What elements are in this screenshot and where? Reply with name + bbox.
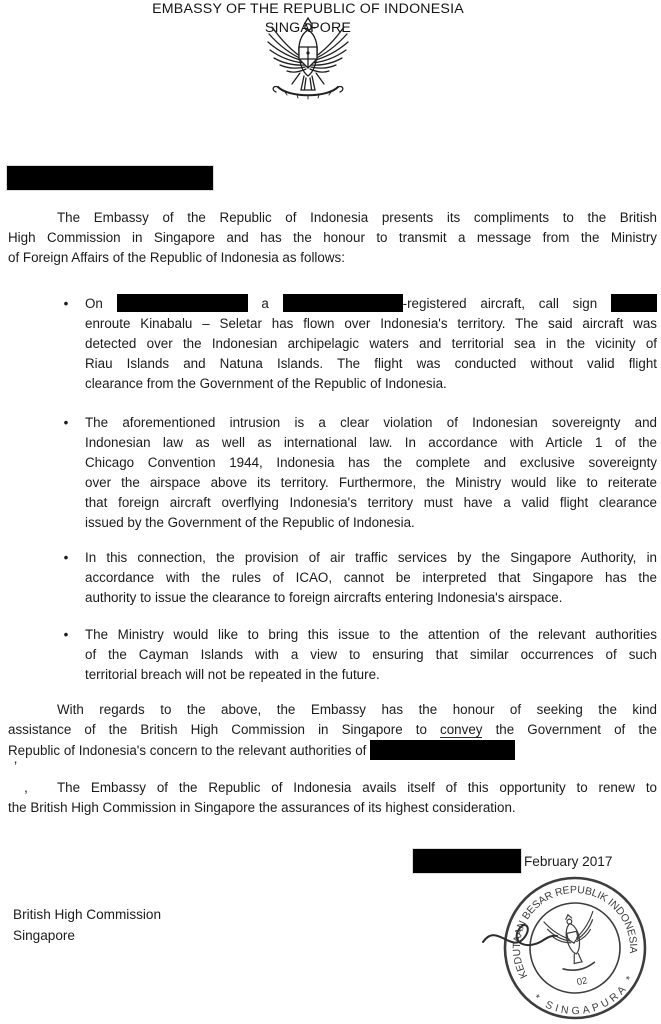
paragraph-line: The Embassy of the Republic of Indonesia presents its compliments to the British bbox=[57, 210, 657, 225]
letterhead-line2: SINGAPORE bbox=[264, 19, 352, 36]
closing1-line2-post: the Government of the bbox=[495, 722, 657, 737]
paragraph-line: of Foreign Affairs of the Republic of Indonesia as follows: bbox=[8, 250, 345, 265]
paragraph-line: issued by the Government of the Republic of Indonesia. bbox=[85, 515, 415, 530]
seal-number: 02 bbox=[575, 975, 589, 989]
redaction-bar-day bbox=[413, 849, 521, 873]
stray-mark: , bbox=[24, 779, 28, 795]
paragraph-line: enroute Kinabalu – Seletar has flown over Indonesia's territory. The said aircraft was bbox=[85, 316, 657, 331]
paragraph-line: With regards to the above, the Embassy has the honour of seeking the kind bbox=[57, 702, 657, 717]
bullet1-text-on: On bbox=[85, 296, 103, 311]
addressee-name: British High Commission bbox=[13, 907, 162, 922]
paragraph-line: that foreign aircraft overflying Indonesia's territory must have a valid flight clearance bbox=[85, 495, 657, 510]
redaction-bar-reference bbox=[7, 166, 213, 190]
closing1-line3-pre: Republic of Indonesia's concern to the relevant authorities of bbox=[8, 743, 367, 758]
bullet-dot: • bbox=[63, 296, 69, 311]
redaction-bar-authorities bbox=[370, 740, 515, 760]
paragraph-line: High Commission in Singapore and has the honour to transmit a message from the Ministry bbox=[8, 230, 657, 245]
bullet-dot: • bbox=[63, 415, 69, 430]
closing-paragraph-1 bbox=[8, 700, 657, 760]
paragraph-line bbox=[85, 294, 657, 314]
paragraph-line: Chicago Convention 1944, Indonesia has the complete and exclusive sovereignty bbox=[85, 455, 657, 470]
embassy-round-seal bbox=[455, 872, 661, 1024]
paragraph-line bbox=[8, 720, 657, 740]
bullet-item-2 bbox=[63, 413, 657, 533]
bullet1-text-registered: -registered aircraft, call sign bbox=[402, 296, 598, 311]
closing-paragraph-2 bbox=[8, 778, 657, 818]
redaction-bar-registry bbox=[283, 294, 403, 312]
closing1-line2-pre: assistance of the British High Commission in Singapore to bbox=[8, 722, 427, 737]
bullet1-text-a: a bbox=[261, 296, 269, 311]
paragraph-line: Indonesian law as well as international law. In accordance with Article 1 of the bbox=[85, 435, 657, 450]
seal-garuda-icon bbox=[543, 910, 604, 975]
addressee-city: Singapore bbox=[13, 927, 75, 943]
bullet-item-1 bbox=[63, 294, 657, 394]
paragraph-line: over the airspace above its territory. Furthermore, the Ministry would like to reiterate bbox=[85, 475, 657, 490]
paragraph-line: territorial breach will not be repeated in the future. bbox=[85, 667, 380, 682]
paragraph-line: accordance with the rules of ICAO, cannot be interpreted that Singapore has the bbox=[85, 570, 657, 585]
paragraph-line bbox=[8, 740, 657, 760]
seal-ring-text: KEDUTAAN BESAR REPUBLIK INDONESIA bbox=[510, 883, 640, 981]
paragraph-line: authority to issue the clearance to foreign aircrafts entering Indonesia's airspace. bbox=[85, 590, 563, 605]
stray-mark: ’ bbox=[14, 758, 18, 774]
paragraph-line: detected over the Indonesian archipelagic waters and territorial sea in the vicinity of bbox=[85, 336, 657, 351]
letterhead-line1: EMBASSY OF THE REPUBLIC OF INDONESIA bbox=[152, 1, 464, 17]
date-text: February 2017 bbox=[524, 853, 613, 869]
redaction-bar-date bbox=[117, 294, 248, 312]
bullet-dot: • bbox=[63, 627, 69, 642]
paragraph-line: the British High Commission in Singapore the assurances of its highest consideration. bbox=[8, 800, 516, 815]
seal-bottom-text: * SINGAPURA * bbox=[531, 973, 637, 1018]
paragraph-line: The Ministry would like to bring this issue to the attention of the relevant authorities bbox=[85, 627, 657, 642]
addressee-block bbox=[13, 905, 161, 946]
underlined-word: convey bbox=[440, 722, 483, 737]
bullet-item-4 bbox=[63, 625, 657, 685]
paragraph-line: In this connection, the provision of air traffic services by the Singapore Authority, in bbox=[85, 550, 657, 565]
embassy-letterhead bbox=[0, 0, 616, 37]
paragraph-line: clearance from the Government of the Republic of Indonesia. bbox=[85, 376, 447, 391]
bullet-dot: • bbox=[63, 550, 69, 565]
paragraph-line: The Embassy of the Republic of Indonesia avails itself of this opportunity to renew to bbox=[57, 780, 657, 795]
paragraph-line: The aforementioned intrusion is a clear violation of Indonesian sovereignty and bbox=[85, 415, 657, 430]
paragraph-line: of the Cayman Islands with a view to ensuring that similar occurrences of such bbox=[85, 647, 657, 662]
intro-paragraph bbox=[8, 208, 657, 268]
paragraph-line: Riau Islands and Natuna Islands. The flight was conducted without valid flight bbox=[85, 356, 657, 371]
bullet-item-3 bbox=[63, 548, 657, 608]
redaction-bar-callsign bbox=[611, 294, 657, 312]
date-row bbox=[413, 849, 612, 874]
